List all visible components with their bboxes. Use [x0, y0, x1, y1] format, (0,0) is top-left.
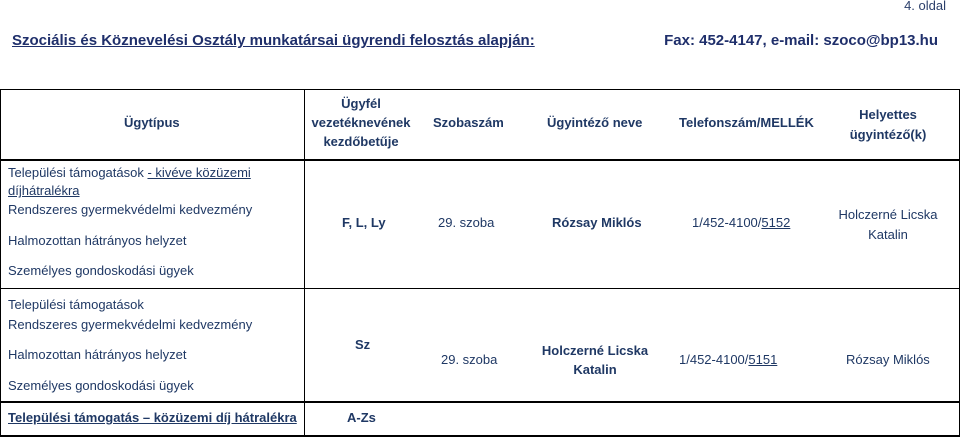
- block1-item-child-protection: Rendszeres gyermekvédelmi kedvezmény: [8, 202, 253, 217]
- block1-item-settlement-support: [8, 165, 251, 180]
- block1-item1-continuation: díjhátralékra: [8, 183, 80, 198]
- table-top-border: [0, 89, 960, 90]
- column-header-type: Ügytípus: [124, 115, 180, 130]
- block2-client-letters: Sz: [355, 337, 371, 352]
- column-header-client-letter: [305, 94, 417, 151]
- block2-phone-extension: 5151: [748, 352, 778, 367]
- column-header-deputy-line1: Helyettes: [859, 107, 917, 122]
- block2-item-personal-care: Személyes gondoskodási ügyek: [8, 378, 194, 393]
- block2-deputy: Rózsay Miklós: [846, 352, 930, 367]
- block2-item-child-protection: Rendszeres gyermekvédelmi kedvezmény: [8, 317, 253, 332]
- block2-row-divider: [0, 401, 960, 403]
- block1-item-disadvantaged: Halmozottan hátrányos helyzet: [8, 233, 187, 248]
- column-header-room: Szobaszám: [433, 115, 504, 130]
- block2-item-settlement-support: Települési támogatások: [8, 297, 144, 312]
- block2-officer-line2: Katalin: [573, 362, 617, 377]
- column-header-deputy-line2: ügyintéző(k): [849, 127, 927, 142]
- block1-bottom-border: [0, 288, 960, 289]
- column-header-client-line1: Ügyfél: [341, 96, 381, 111]
- block2-client-letters-all: A-Zs: [347, 410, 376, 425]
- block2-item-disadvantaged: Halmozottan hátrányos helyzet: [8, 347, 187, 362]
- block1-item1-prefix: Települési támogatások: [8, 165, 148, 180]
- block1-deputy-line2: Katalin: [868, 227, 908, 242]
- block1-phone: [692, 215, 790, 230]
- column-header-client-line2: vezetéknevének: [311, 115, 411, 130]
- block1-room: 29. szoba: [438, 215, 495, 230]
- block2-item-utility-arrears: Települési támogatás – közüzemi díj hátralékra: [8, 410, 297, 425]
- column-header-officer: Ügyintéző neve: [547, 115, 643, 130]
- table-left-border: [0, 89, 1, 437]
- table-bottom-border: [0, 435, 960, 437]
- block1-item-personal-care: Személyes gondoskodási ügyek: [8, 263, 194, 278]
- column-header-deputy: [815, 105, 960, 145]
- block1-officer: Rózsay Miklós: [552, 215, 642, 230]
- block2-phone: [679, 352, 777, 367]
- block1-phone-number: 1/452-4100/: [692, 215, 762, 230]
- block1-item1-exception: - kivéve közüzemi: [147, 165, 251, 180]
- block2-room: 29. szoba: [441, 352, 498, 367]
- block2-officer: [525, 341, 665, 379]
- contact-info: Fax: 452-4147, e-mail: szoco@bp13.hu: [664, 32, 938, 49]
- header-bottom-border: [0, 159, 960, 161]
- block1-client-letters: F, L, Ly: [342, 215, 386, 230]
- block1-deputy: [815, 205, 960, 245]
- block2-officer-line1: Holczerné Licska: [541, 343, 649, 358]
- block2-phone-number: 1/452-4100/: [679, 352, 749, 367]
- column-header-client-line3: kezdőbetűje: [323, 134, 399, 149]
- column-header-phone: Telefonszám/MELLÉK: [679, 115, 814, 130]
- document-title: Szociális és Köznevelési Osztály munkatársai ügyrendi felosztás alapján:: [12, 32, 535, 49]
- block1-deputy-line1: Holczerné Licska: [838, 207, 938, 222]
- page-number: 4. oldal: [904, 0, 946, 13]
- block1-phone-extension: 5152: [761, 215, 791, 230]
